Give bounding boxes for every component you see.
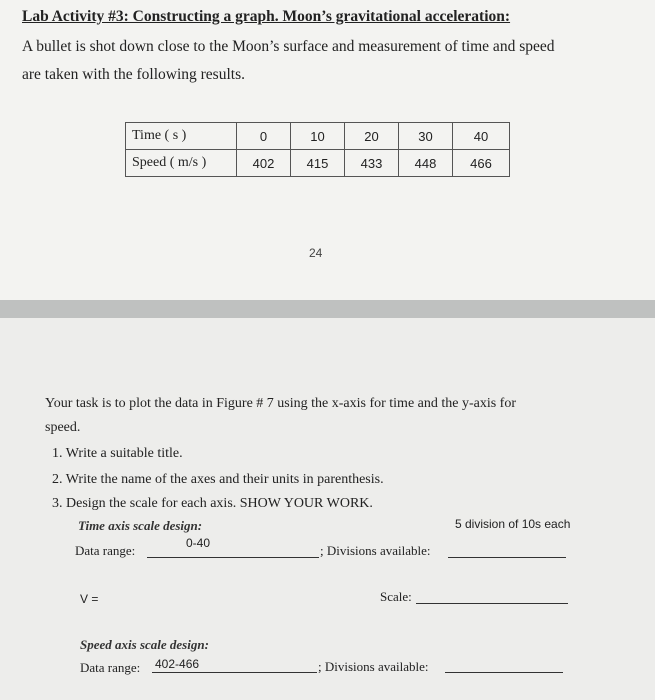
step-2: 2. Write the name of the axes and their units in parenthesis. <box>52 472 384 487</box>
time-range-value: 0-40 <box>186 536 211 550</box>
speed-divisions-blank[interactable] <box>445 672 563 673</box>
table-cell: 466 <box>453 150 510 177</box>
table-cell: 30 <box>399 123 453 150</box>
scale-label: Scale: <box>380 589 412 604</box>
table-row-speed <box>126 150 510 177</box>
time-axis-design-label: Time axis scale design: <box>78 518 203 533</box>
step-3: 3. Design the scale for each axis. SHOW YOUR WORK. <box>52 496 373 511</box>
speed-range-blank[interactable] <box>152 672 317 673</box>
time-data-range-label: Data range: <box>75 543 136 558</box>
page-number: 24 <box>309 246 323 260</box>
table-cell: 433 <box>345 150 399 177</box>
top-page <box>0 0 655 300</box>
time-row-label: Time ( s ) <box>126 123 237 150</box>
table-cell: 415 <box>291 150 345 177</box>
speed-divisions-label: ; Divisions available: <box>318 659 429 674</box>
table-cell: 10 <box>291 123 345 150</box>
data-table <box>125 122 510 177</box>
time-range-blank[interactable] <box>147 557 319 558</box>
step-1: 1. Write a suitable title. <box>52 446 183 461</box>
table-cell: 40 <box>453 123 510 150</box>
handwritten-note: 5 division of 10s each <box>455 517 571 531</box>
v-label: V = <box>80 592 99 606</box>
table-row-time <box>126 123 510 150</box>
intro-line-2: are taken with the following results. <box>22 66 245 83</box>
speed-range-value: 402-466 <box>155 657 200 671</box>
table-cell: 448 <box>399 150 453 177</box>
time-divisions-label: ; Divisions available: <box>320 543 431 558</box>
intro-line-1: A bullet is shot down close to the Moon’s surface and measurement of time and speed <box>22 38 555 55</box>
time-divisions-blank[interactable] <box>448 557 566 558</box>
speed-data-range-label: Data range: <box>80 660 141 675</box>
task-line-2: speed. <box>45 420 81 435</box>
speed-axis-design-label: Speed axis scale design: <box>80 637 209 652</box>
task-line-1: Your task is to plot the data in Figure # 7 using the x-axis for time and the y-axis for <box>45 396 517 411</box>
scale-blank[interactable] <box>416 603 568 604</box>
page-title: Lab Activity #3: Constructing a graph. Moon’s gravitational acceleration: <box>22 8 511 25</box>
table-cell: 0 <box>237 123 291 150</box>
table-cell: 402 <box>237 150 291 177</box>
speed-row-label: Speed ( m/s ) <box>126 150 237 177</box>
table-cell: 20 <box>345 123 399 150</box>
